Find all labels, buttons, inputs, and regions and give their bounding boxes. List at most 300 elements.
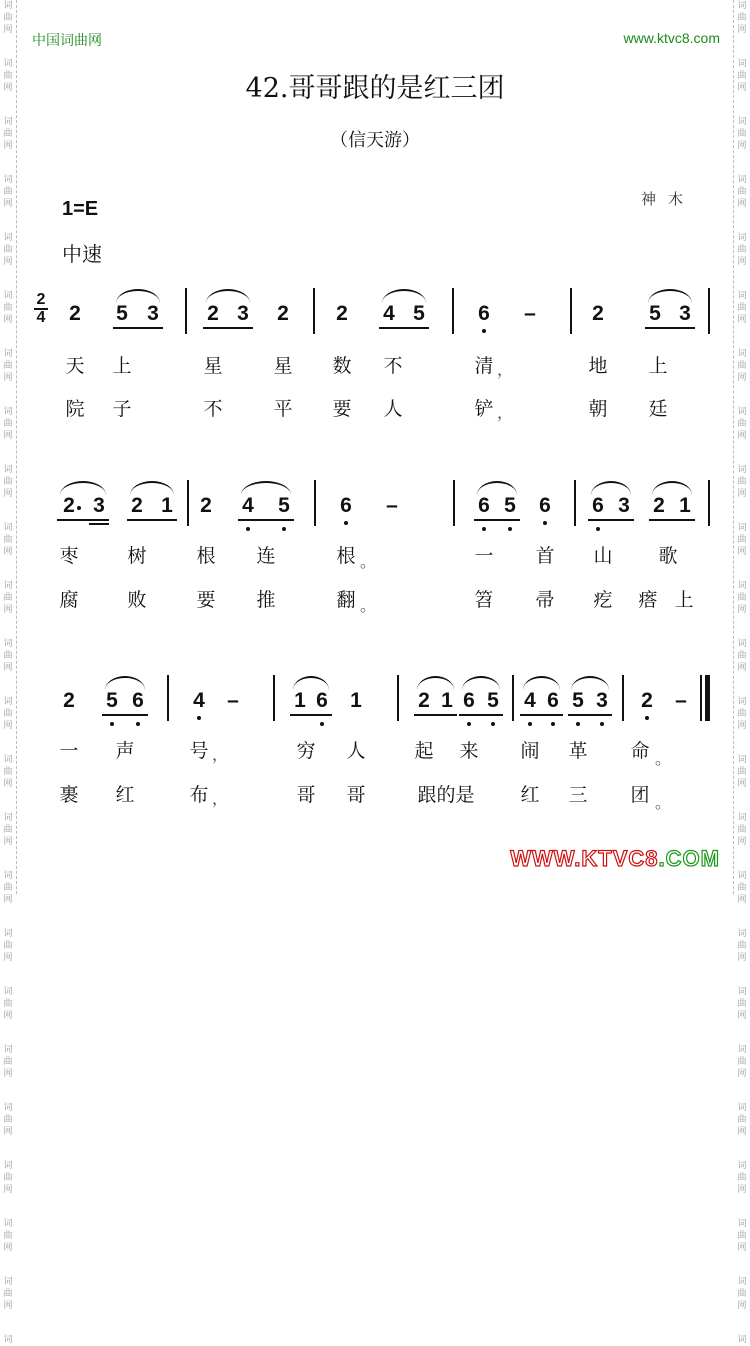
watermark-char: 网 (3, 431, 13, 441)
watermark-char: 曲 (737, 651, 747, 661)
lyric-char: 上 (648, 355, 668, 377)
score-row-1 (0, 298, 750, 358)
lyric-char: 不 (383, 355, 403, 377)
slur (116, 289, 160, 303)
watermark-char: 曲 (3, 419, 13, 429)
lyric-char: 三 (568, 784, 588, 806)
barline (314, 480, 316, 526)
watermark-char: 曲 (737, 999, 747, 1009)
slur (417, 676, 454, 690)
watermark-char: 网 (3, 1069, 13, 1079)
barline (313, 288, 315, 334)
lyric-char: 穷 (296, 740, 316, 762)
watermark-char: 词 (3, 697, 13, 707)
lyric-char: 星 (273, 355, 293, 377)
punctuation: 。 (655, 793, 672, 812)
watermark-char: 网 (3, 257, 13, 267)
lyrics-row-2-verse-2 (0, 587, 750, 613)
watermark-char: 词 (3, 1, 13, 11)
note: 6 (473, 494, 495, 518)
slur (523, 676, 560, 690)
watermark-char: 曲 (737, 71, 747, 81)
watermark-char: 曲 (3, 1057, 13, 1067)
watermark-char: 词 (3, 407, 13, 417)
footer-site-logo[interactable] (510, 846, 720, 872)
watermark-char: 词 (737, 871, 747, 881)
watermark-char: 词 (3, 987, 13, 997)
watermark-char: 词 (737, 465, 747, 475)
site-name[interactable]: 中国词曲网 (32, 33, 102, 49)
barline (622, 675, 624, 721)
slur (648, 289, 692, 303)
lyric-char: 地 (588, 355, 608, 377)
watermark-char: 词 (737, 639, 747, 649)
lyric-char: 一 (59, 740, 79, 762)
watermark-char: 曲 (3, 13, 13, 23)
punctuation: ， (212, 745, 229, 764)
watermark-char: 词 (737, 117, 747, 127)
watermark-char: 词 (3, 59, 13, 69)
watermark-char: 曲 (737, 1057, 747, 1067)
lyric-char: 革 (568, 740, 588, 762)
logo-part: .COM (658, 846, 720, 871)
lyric-char: 子 (112, 398, 132, 420)
watermark-char: 词 (737, 175, 747, 185)
note: 6 (473, 302, 495, 326)
watermark-char: 曲 (3, 303, 13, 313)
beam (238, 519, 294, 521)
lyric-char: 腐 (59, 589, 79, 611)
lyric-char: 枣 (59, 545, 79, 567)
watermark-char: 网 (3, 605, 13, 615)
watermark-char: 词 (737, 59, 747, 69)
note: 3 (147, 302, 159, 325)
watermark-char: 网 (737, 721, 747, 731)
watermark-char: 网 (3, 25, 13, 35)
watermark-char: 曲 (3, 825, 13, 835)
watermark-char: 网 (737, 1011, 747, 1021)
note: 5 (413, 302, 425, 325)
watermark-char: 网 (737, 315, 747, 325)
note: 3 (618, 494, 630, 517)
watermark-char: 曲 (737, 1231, 747, 1241)
watermark-char: 曲 (3, 129, 13, 139)
lyric-char: 推 (256, 589, 276, 611)
slur (293, 676, 329, 690)
note: 3 (679, 302, 691, 325)
watermark-char: 曲 (737, 129, 747, 139)
watermark-char: 网 (737, 605, 747, 615)
final-barline (705, 675, 710, 721)
watermark-char: 词 (3, 1219, 13, 1229)
note: 6 (335, 494, 357, 518)
barline (708, 480, 710, 526)
note: 1 (679, 494, 691, 517)
lyric-char: 声 (115, 740, 135, 762)
watermark-char: 曲 (3, 1231, 13, 1241)
note: 2 (277, 302, 289, 325)
watermark-char: 词 (3, 349, 13, 359)
note: 4 (237, 494, 259, 518)
note: 3 (93, 494, 105, 517)
beam (113, 327, 163, 329)
watermark-char: 词 (737, 349, 747, 359)
barline (187, 480, 189, 526)
lyric-char: 疙 (593, 589, 613, 611)
beam (89, 523, 109, 525)
dash: – (386, 494, 398, 517)
lyric-char: 天 (65, 355, 85, 377)
watermark-char: 词 (3, 465, 13, 475)
lyrics-row-3-verse-1 (0, 738, 750, 768)
note: 5 (101, 689, 123, 713)
watermark-char: 曲 (737, 825, 747, 835)
watermark-char: 网 (3, 489, 13, 499)
watermark-char: 曲 (737, 361, 747, 371)
logo-part: KTVC8 (581, 846, 659, 871)
dash: – (675, 689, 687, 712)
watermark-char: 词 (737, 1045, 747, 1055)
beam (588, 519, 634, 521)
watermark-char: 词 (737, 1335, 747, 1345)
note: 5 (116, 302, 128, 325)
watermark-char: 网 (737, 25, 747, 35)
watermark-char: 词 (737, 233, 747, 243)
note: 2 (58, 494, 80, 518)
note: 5 (499, 494, 521, 518)
note: 1 (294, 689, 306, 712)
watermark-char: 词 (3, 1045, 13, 1055)
beam (645, 327, 695, 329)
lyric-char: 根 (196, 545, 216, 567)
lyric-char: 起 (414, 740, 434, 762)
watermark-char: 网 (737, 373, 747, 383)
watermark-char: 曲 (737, 535, 747, 545)
beam (459, 714, 503, 716)
note: 1 (161, 494, 173, 517)
watermark-char: 曲 (3, 767, 13, 777)
slur (241, 481, 291, 495)
watermark-char: 词 (737, 987, 747, 997)
note: 6 (587, 494, 609, 518)
lyric-char: 一 (474, 545, 494, 567)
note: 2 (63, 689, 75, 712)
lyric-char: 朝 (588, 398, 608, 420)
watermark-char: 曲 (737, 13, 747, 23)
watermark-char: 网 (737, 431, 747, 441)
punctuation: 。 (360, 596, 377, 615)
watermark-char: 词 (737, 929, 747, 939)
barline (512, 675, 514, 721)
note: 6 (127, 689, 149, 713)
watermark-char: 曲 (737, 187, 747, 197)
watermark-char: 词 (3, 639, 13, 649)
watermark-char: 曲 (3, 593, 13, 603)
barline (273, 675, 275, 721)
song-title: 42.哥哥跟的是红三团 (245, 73, 505, 104)
watermark-char: 网 (737, 1243, 747, 1253)
note: 2 (653, 494, 665, 517)
lyric-char: 红 (520, 784, 540, 806)
watermark-char: 网 (3, 1185, 13, 1195)
watermark-char: 曲 (3, 709, 13, 719)
lyric-char: 山 (593, 545, 613, 567)
beam (520, 714, 563, 716)
watermark-char: 网 (737, 663, 747, 673)
tempo-marking: 中速 (62, 242, 102, 266)
watermark-char: 词 (3, 523, 13, 533)
watermark-char: 曲 (737, 709, 747, 719)
note: 5 (482, 689, 504, 713)
lyric-char: 号 (189, 740, 209, 762)
beam (474, 519, 520, 521)
note: 2 (69, 302, 81, 325)
watermark-char: 网 (737, 199, 747, 209)
lyric-char: 首 (535, 545, 555, 567)
watermark-char: 词 (3, 581, 13, 591)
lyric-char: 廷 (648, 398, 668, 420)
watermark-char: 网 (3, 663, 13, 673)
watermark-char: 词 (3, 1277, 13, 1287)
note: 2 (207, 302, 219, 325)
watermark-char: 网 (737, 1069, 747, 1079)
watermark-char: 词 (737, 581, 747, 591)
watermark-char: 曲 (3, 883, 13, 893)
lyric-char: 闹 (520, 740, 540, 762)
watermark-char: 词 (737, 1219, 747, 1229)
watermark-char: 网 (3, 83, 13, 93)
punctuation: ， (497, 360, 514, 379)
watermark-char: 词 (3, 1161, 13, 1171)
slur (591, 481, 631, 495)
note: 4 (519, 689, 541, 713)
barline (185, 288, 187, 334)
score-row-2 (0, 490, 750, 550)
watermark-char: 网 (737, 547, 747, 557)
beam (379, 327, 429, 329)
watermark-char: 网 (737, 489, 747, 499)
watermark-char: 曲 (3, 245, 13, 255)
watermark-char: 网 (737, 895, 747, 905)
note: 3 (237, 302, 249, 325)
lyrics-row-2-verse-1 (0, 543, 750, 569)
time-signature-top: 2 (34, 292, 48, 310)
beam (127, 519, 177, 521)
note: 2 (636, 689, 658, 713)
watermark-char: 曲 (3, 535, 13, 545)
lyric-char: 歌 (658, 545, 678, 567)
watermark-char: 词 (3, 117, 13, 127)
watermark-char: 词 (3, 1335, 13, 1345)
watermark-char: 曲 (737, 1115, 747, 1125)
score-row-3 (0, 685, 750, 745)
lyrics-row-1-verse-1 (0, 353, 750, 379)
note: 2 (336, 302, 348, 325)
slur (60, 481, 106, 495)
watermark-char: 词 (737, 1161, 747, 1171)
watermark-char: 网 (737, 1301, 747, 1311)
watermark-char: 网 (737, 779, 747, 789)
watermark-char: 曲 (3, 999, 13, 1009)
barline (453, 480, 455, 526)
lyric-char: 平 (273, 398, 293, 420)
lyric-char: 败 (127, 589, 147, 611)
watermark-char: 网 (737, 257, 747, 267)
slur (477, 481, 517, 495)
watermark-char: 词 (3, 755, 13, 765)
watermark-char: 网 (3, 1301, 13, 1311)
lyric-char: 哥 (346, 784, 366, 806)
lyric-char: 树 (127, 545, 147, 567)
lyric-char: 裹 (59, 784, 79, 806)
watermark-char: 网 (3, 895, 13, 905)
watermark-char: 网 (737, 837, 747, 847)
watermark-char: 曲 (737, 593, 747, 603)
watermark-char: 曲 (3, 1173, 13, 1183)
watermark-char: 网 (3, 141, 13, 151)
barline (574, 480, 576, 526)
key-signature: 1=E (62, 198, 99, 220)
watermark-char: 曲 (737, 941, 747, 951)
note: 2 (200, 494, 212, 517)
watermark-char: 词 (737, 1, 747, 11)
lyrics-row-1-verse-2 (0, 396, 750, 422)
lyric-char: 上 (674, 589, 694, 611)
beam (649, 519, 695, 521)
beam (568, 714, 612, 716)
note: 5 (567, 689, 589, 713)
lyric-char: 根 (336, 545, 356, 567)
watermark-char: 曲 (3, 1289, 13, 1299)
note: 2 (418, 689, 430, 712)
watermark-char: 词 (737, 407, 747, 417)
punctuation: 。 (655, 749, 672, 768)
lyric-char: 星 (203, 355, 223, 377)
lyric-char: 跟的是 (417, 784, 475, 806)
punctuation: ， (212, 789, 229, 808)
lyric-char: 人 (383, 398, 403, 420)
lyric-char: 院 (65, 398, 85, 420)
slur (206, 289, 250, 303)
watermark-char: 词 (737, 697, 747, 707)
barline (452, 288, 454, 334)
punctuation: ， (497, 403, 514, 422)
beam (57, 519, 109, 521)
watermark-char: 网 (737, 83, 747, 93)
watermark-char: 网 (3, 1011, 13, 1021)
lyric-char: 数 (332, 355, 352, 377)
lyric-char: 铲 (474, 398, 494, 420)
lyric-char: 哥 (296, 784, 316, 806)
watermark-char: 词 (3, 233, 13, 243)
barline (708, 288, 710, 334)
dash: – (227, 689, 239, 712)
logo-part: WWW. (510, 846, 582, 871)
watermark-char: 词 (3, 813, 13, 823)
watermark-char: 网 (3, 953, 13, 963)
lyric-char: 连 (256, 545, 276, 567)
site-url[interactable]: www.ktvc8.com (623, 30, 720, 46)
watermark-char: 曲 (737, 1173, 747, 1183)
watermark-char: 网 (737, 953, 747, 963)
lyric-char: 笤 (474, 589, 494, 611)
watermark-char: 词 (3, 871, 13, 881)
watermark-char: 网 (3, 1243, 13, 1253)
lyric-char: 瘩 (638, 589, 658, 611)
note: 4 (383, 302, 395, 325)
watermark-char: 网 (737, 141, 747, 151)
time-signature-bottom: 4 (36, 309, 46, 326)
lyric-char: 要 (196, 589, 216, 611)
beam (203, 327, 253, 329)
note: 2 (131, 494, 143, 517)
watermark-char: 词 (3, 291, 13, 301)
watermark-char: 词 (737, 1277, 747, 1287)
watermark-char: 曲 (3, 1115, 13, 1125)
watermark-char: 网 (3, 779, 13, 789)
watermark-char: 曲 (737, 767, 747, 777)
watermark-char: 网 (737, 1185, 747, 1195)
watermark-char: 曲 (3, 477, 13, 487)
song-author: 神木 (640, 190, 695, 208)
watermark-char: 词 (737, 813, 747, 823)
watermark-char: 网 (3, 721, 13, 731)
note: 1 (441, 689, 453, 712)
slur (462, 676, 500, 690)
watermark-char: 词 (3, 175, 13, 185)
watermark-char: 词 (737, 523, 747, 533)
note: 2 (592, 302, 604, 325)
watermark-char: 曲 (737, 1289, 747, 1299)
watermark-char: 词 (3, 1103, 13, 1113)
watermark-char: 网 (3, 373, 13, 383)
barline (570, 288, 572, 334)
watermark-char: 曲 (3, 361, 13, 371)
note: 5 (273, 494, 295, 518)
punctuation: 。 (360, 552, 377, 571)
watermark-char: 曲 (737, 883, 747, 893)
beam (414, 714, 457, 716)
lyric-char: 上 (112, 355, 132, 377)
lyric-char: 清 (474, 355, 494, 377)
watermark-char: 曲 (737, 245, 747, 255)
beam (102, 714, 148, 716)
watermark-char: 词 (737, 291, 747, 301)
dash: – (524, 302, 536, 325)
note: 6 (534, 494, 556, 518)
barline (700, 675, 702, 721)
watermark-char: 曲 (3, 941, 13, 951)
beam (290, 714, 332, 716)
note: 1 (350, 689, 362, 712)
watermark-char: 曲 (3, 651, 13, 661)
barline (167, 675, 169, 721)
watermark-char: 网 (3, 837, 13, 847)
lyric-char: 不 (203, 398, 223, 420)
song-subtitle: （信天游） (330, 130, 420, 151)
watermark-char: 词 (737, 1103, 747, 1113)
note: 5 (649, 302, 661, 325)
note: 6 (311, 689, 333, 713)
watermark-char: 词 (737, 755, 747, 765)
slur (130, 481, 174, 495)
lyric-char: 布 (189, 784, 209, 806)
lyric-char: 团 (630, 784, 650, 806)
note: 4 (188, 689, 210, 713)
watermark-char: 曲 (737, 303, 747, 313)
watermark-char: 曲 (737, 477, 747, 487)
watermark-char: 网 (737, 1127, 747, 1137)
